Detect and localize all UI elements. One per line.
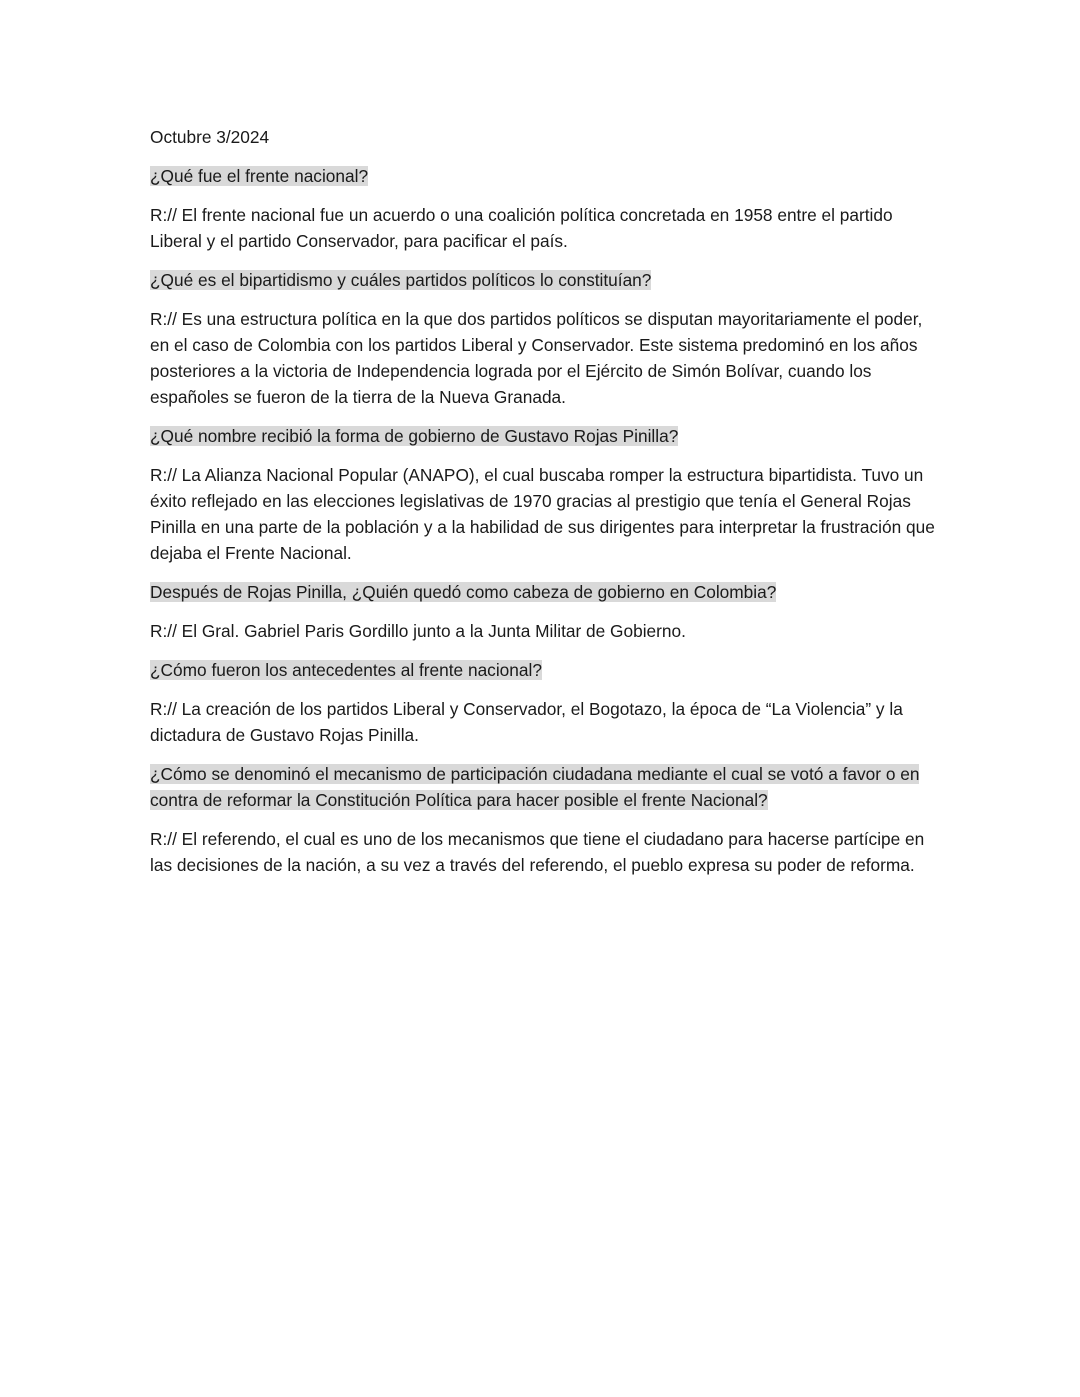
qa-item-2 (150, 267, 940, 410)
qa-item-1 (150, 163, 940, 254)
question-3 (150, 423, 940, 449)
document-date: Octubre 3/2024 (150, 127, 270, 147)
document-page (150, 124, 940, 891)
qa-item-5 (150, 657, 940, 748)
question-1-text: ¿Qué fue el frente nacional? (150, 166, 369, 186)
question-4 (150, 579, 940, 605)
question-4-text: Después de Rojas Pinilla, ¿Quién quedó como cabeza de gobierno en Colombia? (150, 582, 777, 602)
answer-6: R:// El referendo, el cual es uno de los mecanismos que tiene el ciudadano para hacerse partícipe en las decisiones de la nación, a su vez a través del referendo, el pueblo expresa su poder de reforma. (150, 829, 925, 875)
question-6 (150, 761, 940, 813)
question-2-text: ¿Qué es el bipartidismo y cuáles partidos políticos lo constituían? (150, 270, 652, 290)
answer-3: R:// La Alianza Nacional Popular (ANAPO), el cual buscaba romper la estructura bipartidista. Tuvo un éxito reflejado en las elecciones legislativas de 1970 gracias al prestigio que tenía el General Rojas Pinilla en una parte de la población y a la habilidad de sus dirigentes para interpretar la frustración que dejaba el Frente Nacional. (150, 465, 935, 563)
question-6-text: ¿Cómo se denominó el mecanismo de participación ciudadana mediante el cual se votó a favor o en contra de reformar la Constitución Política para hacer posible el frente Nacional? (150, 764, 920, 810)
question-5 (150, 657, 940, 683)
question-3-text: ¿Qué nombre recibió la forma de gobierno de Gustavo Rojas Pinilla? (150, 426, 679, 446)
question-1 (150, 163, 940, 189)
question-5-text: ¿Cómo fueron los antecedentes al frente nacional? (150, 660, 542, 680)
answer-4: R:// El Gral. Gabriel Paris Gordillo junto a la Junta Militar de Gobierno. (150, 621, 686, 641)
answer-5: R:// La creación de los partidos Liberal y Conservador, el Bogotazo, la época de “La Violencia” y la dictadura de Gustavo Rojas Pinilla. (150, 699, 903, 745)
answer-2: R:// Es una estructura política en la que dos partidos políticos se disputan mayoritariamente el poder, en el caso de Colombia con los partidos Liberal y Conservador. Este sistema predominó en los años posteriores a la victoria de Independencia lograda por el Ejército de Simón Bolívar, cuando los españoles se fueron de la tierra de la Nueva Granada. (150, 309, 923, 407)
qa-item-4 (150, 579, 940, 644)
question-2 (150, 267, 940, 293)
qa-item-6 (150, 761, 940, 878)
answer-1: R:// El frente nacional fue un acuerdo o una coalición política concretada en 1958 entre el partido Liberal y el partido Conservador, para pacificar el país. (150, 205, 893, 251)
qa-item-3 (150, 423, 940, 566)
